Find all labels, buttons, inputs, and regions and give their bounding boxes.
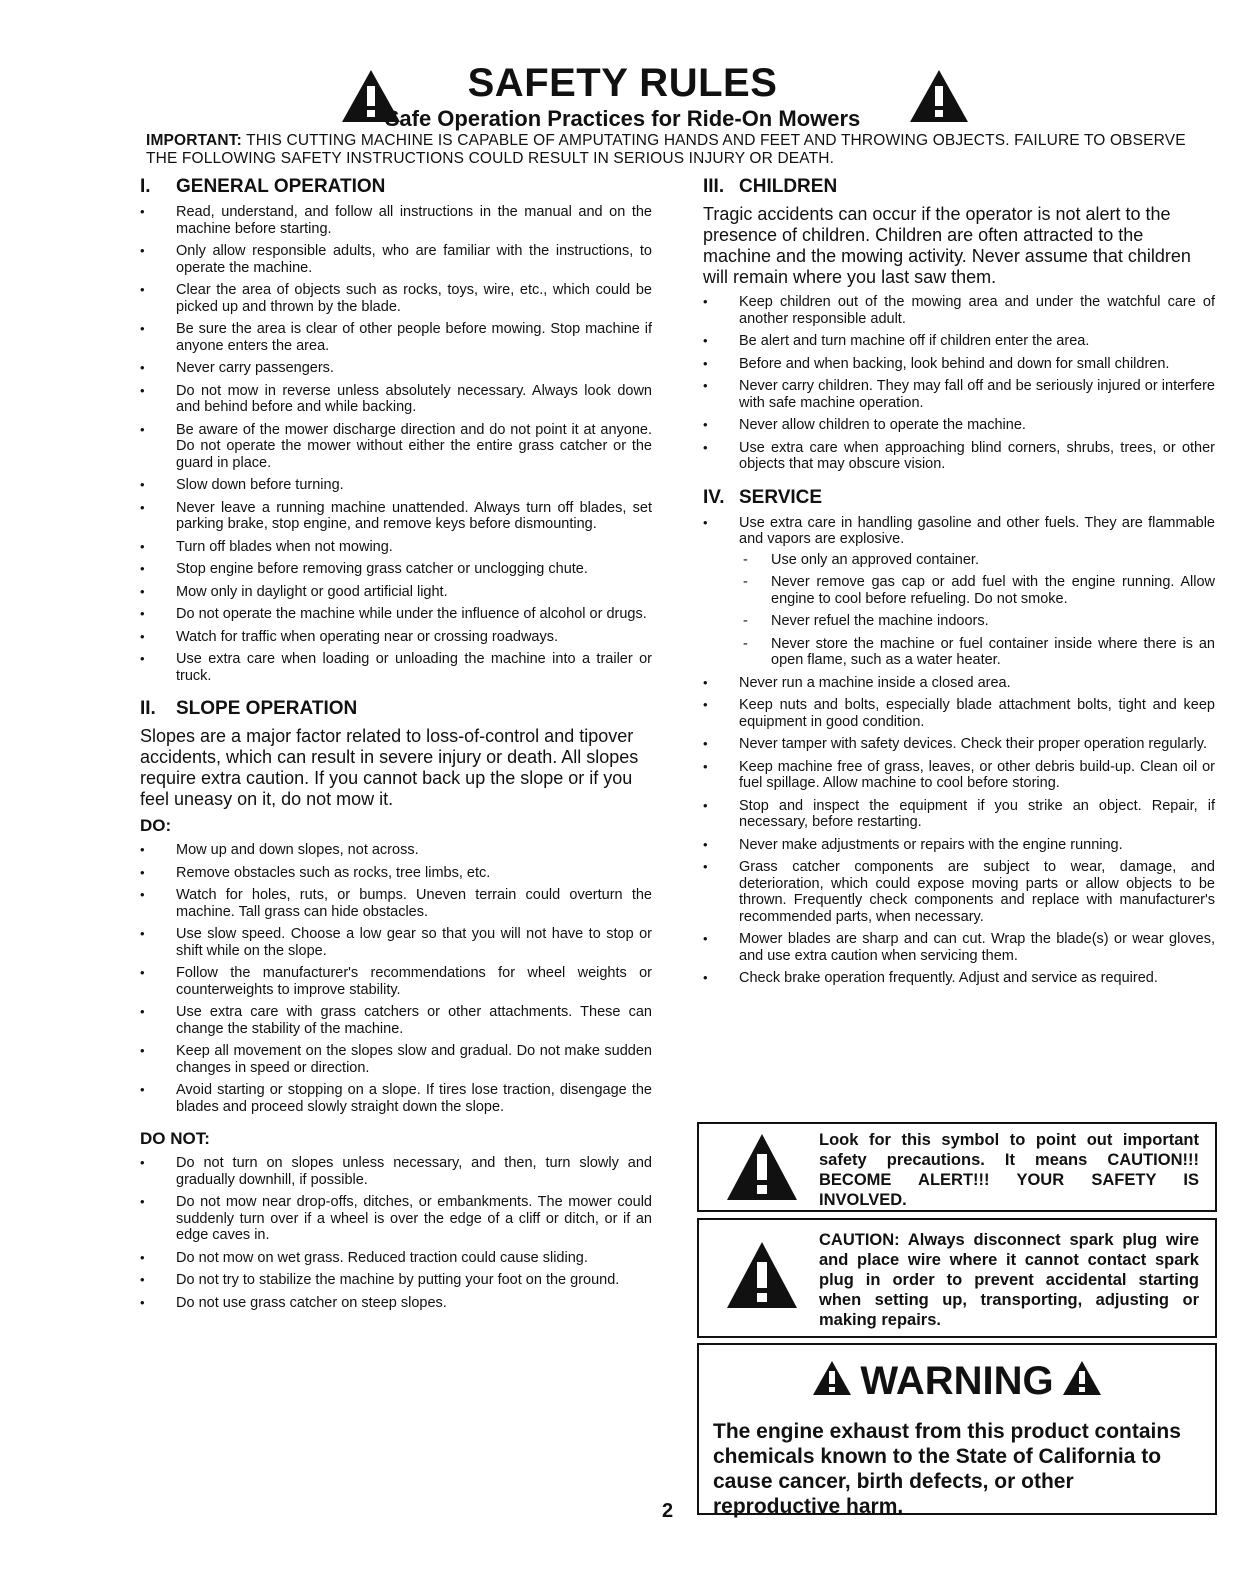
list-item: • Turn off blades when not mowing. [140, 539, 652, 556]
list-item: • Do not turn on slopes unless necessary, and then, turn slowly and gradually downhill, if possible. [140, 1155, 652, 1188]
list-item: • Slow down before turning. [140, 477, 652, 494]
important-label: IMPORTANT: [146, 132, 242, 149]
warning-notice [697, 1343, 1217, 1518]
section-slope-heading: II. SLOPE OPERATION [140, 698, 358, 719]
list-item: • Grass catcher components are subject to wear, damage, and deterioration, which could expose moving parts or allow objects to be thrown. Frequently check components and replace with manufacturer's recommended parts, when necessary. [703, 859, 1215, 925]
list-item: • Before and when backing, look behind and down for small children. [703, 356, 1215, 373]
list-item: • Only allow responsible adults, who are familiar with the instructions, to operate the machine. [140, 243, 652, 276]
list-item: • Use slow speed. Choose a low gear so that you will not have to stop or shift while on the slope. [140, 926, 652, 959]
list-item: • Mow only in daylight or good artificial light. [140, 584, 652, 601]
list-item: • Watch for traffic when operating near or crossing roadways. [140, 629, 652, 646]
list-item: • Avoid starting or stopping on a slope. If tires lose traction, disengage the blades and proceed slowly straight down the slope. [140, 1082, 652, 1115]
list-item: • Follow the manufacturer's recommendations for wheel weights or counterweights to improve stability. [140, 965, 652, 998]
list-item: • Keep children out of the mowing area and under the watchful care of another responsible adult. [703, 294, 1215, 327]
left-column [140, 176, 652, 1325]
list-item: • Remove obstacles such as rocks, tree limbs, etc. [140, 865, 652, 882]
list-item: • Be aware of the mower discharge direction and do not point it at anyone. Do not operate the mower without either the entire grass catcher or the guard in place. [140, 422, 652, 472]
children-intro: Tragic accidents can occur if the operator is not alert to the presence of children. Children are often attracted to the machine and the mowing activity. Never assume that children will remain where you last saw them. [703, 204, 1191, 287]
page-title: SAFETY RULES [467, 61, 778, 105]
list-item: • Stop and inspect the equipment if you strike an object. Repair, if necessary, before restarting. [703, 798, 1215, 831]
safety-symbol-text: Look for this symbol to point out important safety precautions. It means CAUTION!!! BECOME ALERT!!! YOUR SAFETY IS INVOLVED. [819, 1131, 1199, 1209]
list-item: • Mow up and down slopes, not across. [140, 842, 652, 859]
slope-intro: Slopes are a major factor related to loss-of-control and tipover accidents, which can result in severe injury or death. All slopes require extra caution. If you cannot back up the slope or if you feel uneasy on it, do not mow it. [140, 726, 639, 809]
list-item: • Clear the area of objects such as rocks, toys, wire, etc., which could be picked up and thrown by the blade. [140, 282, 652, 315]
sub-list-item: - Never refuel the machine indoors. [739, 613, 1215, 630]
caution-notice [697, 1218, 1217, 1338]
children-list [703, 294, 1215, 473]
list-item: • Never carry passengers. [140, 360, 652, 377]
list-item: • Check brake operation frequently. Adjust and service as required. [703, 970, 1215, 987]
list-item: • Use extra care when approaching blind corners, shrubs, trees, or other objects that may obscure vision. [703, 440, 1215, 473]
list-item: • Do not mow near drop-offs, ditches, or embankments. The mower could suddenly turn over if a wheel is over the edge of a cliff or ditch, or if an edge caves in. [140, 1194, 652, 1244]
list-item: • Use extra care with grass catchers or other attachments. These can change the stability of the machine. [140, 1004, 652, 1037]
page-subtitle: Safe Operation Practices for Ride-On Mowers [384, 106, 861, 131]
fuel-sub-list [739, 552, 1215, 669]
warning-triangle-icon [1062, 1360, 1102, 1396]
page-number: 2 [662, 1500, 674, 1522]
section-children-heading: III. CHILDREN [703, 176, 838, 197]
list-item: • Keep nuts and bolts, especially blade attachment bolts, tight and keep equipment in good condition. [703, 697, 1215, 730]
section-general-heading: I. GENERAL OPERATION [140, 176, 386, 197]
list-item [703, 515, 1215, 669]
warning-triangle-icon [812, 1360, 852, 1396]
safety-symbol-notice [697, 1122, 1217, 1212]
list-item: • Watch for holes, ruts, or bumps. Uneven terrain could overturn the machine. Tall grass can hide obstacles. [140, 887, 652, 920]
list-item: • Read, understand, and follow all instructions in the manual and on the machine before starting. [140, 204, 652, 237]
warning-text: The engine exhaust from this product contains chemicals known to the State of California to cause cancer, birth defects, or other reproductive harm. [713, 1420, 1181, 1518]
list-item: • Use extra care when loading or unloading the machine into a trailer or truck. [140, 651, 652, 684]
list-item: • Never tamper with safety devices. Check their proper operation regularly. [703, 736, 1215, 753]
list-item: • Never make adjustments or repairs with the engine running. [703, 837, 1215, 854]
list-item: • Keep all movement on the slopes slow and gradual. Do not make sudden changes in speed or direction. [140, 1043, 652, 1076]
warning-title: WARNING [860, 1359, 1054, 1403]
list-item: • Do not use grass catcher on steep slopes. [140, 1295, 652, 1312]
slope-do-not-list [140, 1155, 652, 1311]
list-item: • Do not operate the machine while under the influence of alcohol or drugs. [140, 606, 652, 623]
list-item: • Be alert and turn machine off if children enter the area. [703, 333, 1215, 350]
section-service-heading: IV. SERVICE [703, 486, 823, 508]
service-list [703, 515, 1215, 987]
list-item: • Be sure the area is clear of other people before mowing. Stop machine if anyone enters the area. [140, 321, 652, 354]
slope-do-list [140, 842, 652, 1115]
list-item: • Stop engine before removing grass catcher or unclogging chute. [140, 561, 652, 578]
do-not-label: DO NOT: [140, 1129, 210, 1148]
list-item: • Never carry children. They may fall off and be seriously injured or interfere with safe machine operation. [703, 378, 1215, 411]
caution-text: CAUTION: Always disconnect spark plug wire and place wire where it cannot contact spark plug in order to prevent accidental starting when setting up, transporting, adjusting or making repairs. [819, 1231, 1199, 1329]
warning-triangle-icon [725, 1240, 799, 1310]
warning-heading [699, 1359, 1215, 1403]
general-list [140, 204, 652, 684]
fuel-item-text: Use extra care in handling gasoline and other fuels. They are flammable and vapors are explosive. [739, 514, 1215, 547]
list-item: • Keep machine free of grass, leaves, or other debris build-up. Clean oil or fuel spillage. Allow machine to cool before storing. [703, 759, 1215, 792]
list-item: • Never run a machine inside a closed area. [703, 675, 1215, 692]
right-column [703, 176, 1215, 1001]
sub-list-item: - Never store the machine or fuel container inside where there is an open flame, such as a water heater. [739, 636, 1215, 669]
list-item: • Never allow children to operate the machine. [703, 417, 1215, 434]
important-text: THIS CUTTING MACHINE IS CAPABLE OF AMPUTATING HANDS AND FEET AND THROWING OBJECTS. FAILURE TO OBSERVE THE FOLLOWING SAFETY INSTRUCTIONS COULD RESULT IN SERIOUS INJURY OR DEATH. [146, 132, 1186, 167]
sub-list-item: - Use only an approved container. [739, 552, 1215, 569]
header [0, 62, 1245, 132]
list-item: • Do not try to stabilize the machine by putting your foot on the ground. [140, 1272, 652, 1289]
sub-list-item: - Never remove gas cap or add fuel with the engine running. Allow engine to cool before refueling. Do not smoke. [739, 574, 1215, 607]
list-item: • Do not mow on wet grass. Reduced traction could cause sliding. [140, 1250, 652, 1267]
warning-triangle-icon [725, 1132, 799, 1202]
important-notice [146, 132, 1216, 168]
list-item: • Mower blades are sharp and can cut. Wrap the blade(s) or wear gloves, and use extra caution when servicing them. [703, 931, 1215, 964]
list-item: • Never leave a running machine unattended. Always turn off blades, set parking brake, stop engine, and remove keys before dismounting. [140, 500, 652, 533]
do-label: DO: [140, 816, 172, 835]
list-item: • Do not mow in reverse unless absolutely necessary. Always look down and behind before and while backing. [140, 383, 652, 416]
